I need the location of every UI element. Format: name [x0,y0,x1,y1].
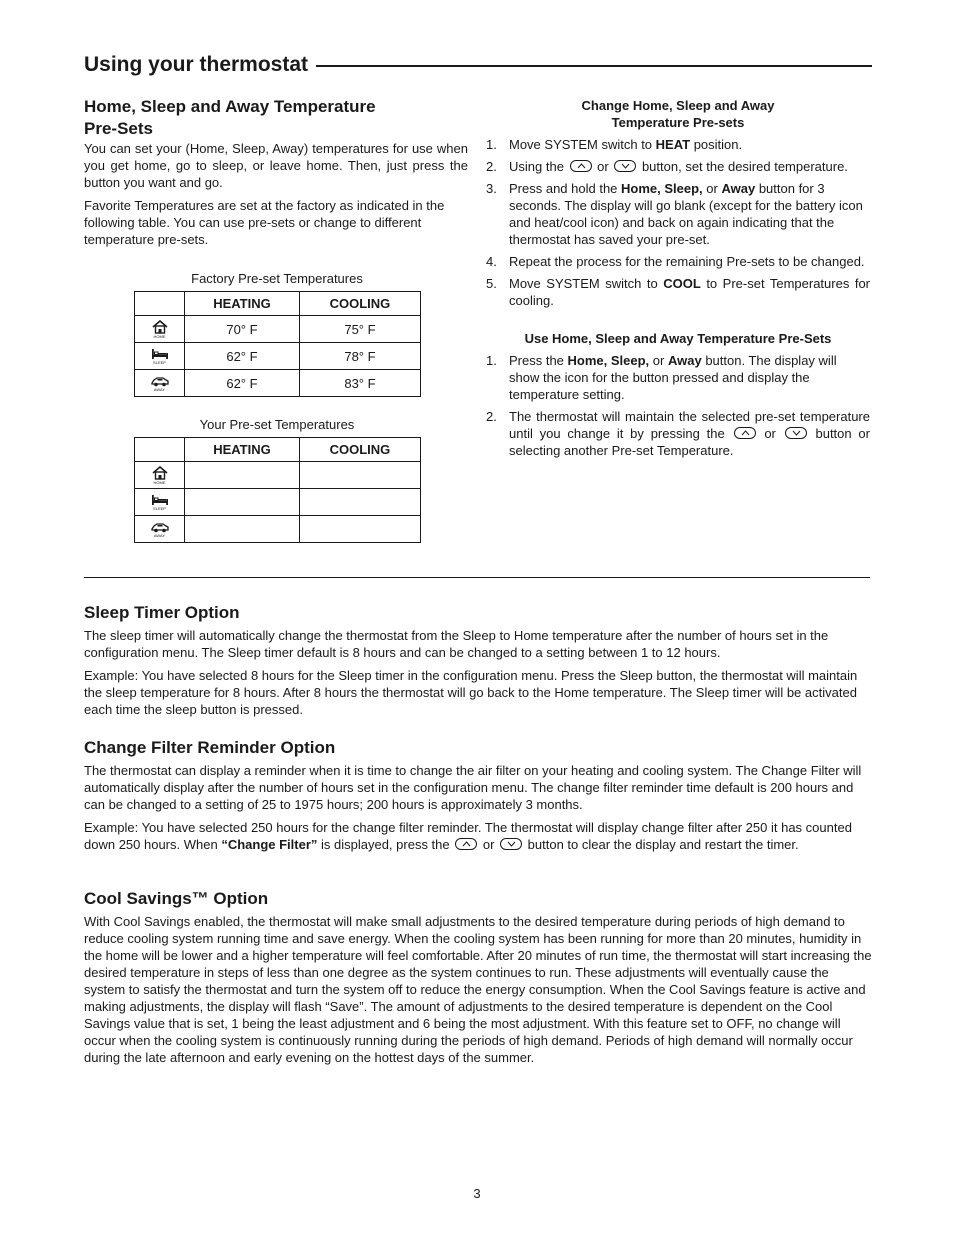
table-row [135,462,421,489]
filter-bold: “Change Filter” [221,837,318,852]
sleep-timer-para2: Example: You have selected 8 hours for the Sleep timer in the configuration menu. Press the Sleep button, the thermostat will maintain the sleep temperature for 8 hours. After 8 hours the thermostat will go back to the Home temperature. The Sleep timer will be activated each time the sleep button is pressed. [84,668,858,717]
page-title: Using your thermostat [84,53,309,76]
step-text: button or selecting another Pre-set Temperature. [509,426,870,458]
header-cooling: COOLING [299,292,420,316]
step-text: button. The display will show the icon for the button pressed and display the temperature setting. [509,353,837,402]
step-text: or [757,426,783,441]
filter-text: is displayed, press the [317,837,454,852]
filter-para1: The thermostat can display a reminder when it is time to change the air filter on your heating and cooling system. The Change Filter will automatically display after the number of hours set in the configuration menu. The change filter reminder time default is 200 hours and can be changed to a setting of 25 to 1975 hours; 200 hours is approximately 3 months. [84,763,862,812]
presets-para1: You can set your (Home, Sleep, Away) temperatures for use when you get home, go to sleep, or leave home. Then, just press the button you want and go. [84,141,468,190]
step-bold: Home, Sleep, [621,181,703,196]
page-number: 3 [473,1186,481,1201]
down-arrow-button-icon [500,838,522,850]
heating-value: 62° F [185,343,300,370]
step-text: Move SYSTEM switch to [509,137,656,152]
step-number: 5. [486,276,497,291]
home-icon [152,320,168,339]
icon-label: SLEEP [153,505,166,511]
heating-value-blank [185,516,300,543]
sleep-timer-heading: Sleep Timer Option [84,603,240,622]
filter-text: Example: You have selected 250 hours for the change filter reminder. The thermostat will display change filter after 250 it has counted down 250 hours. When [84,820,852,852]
use-presets-steps [486,352,870,459]
step-text: Move SYSTEM switch to [509,276,664,291]
cool-savings-heading: Cool Savings™ Option [84,889,269,908]
list-item [486,180,870,248]
step-bold: Away [667,353,702,368]
step-text: Press and hold the [509,181,622,196]
up-arrow-button-icon [455,838,477,850]
list-item [486,136,870,153]
filter-section [84,737,872,853]
table-row [135,516,421,543]
table-row [135,489,421,516]
presets-heading-line2: Pre-Sets [84,119,153,138]
step-text: button, set the desired temperature. [638,159,848,174]
change-presets-section [486,97,870,459]
list-item [486,275,870,309]
home-icon [152,466,168,485]
down-arrow-button-icon [614,160,636,172]
factory-table-caption: Factory Pre-set Temperatures [191,271,363,286]
sleep-icon [151,494,169,511]
table-corner-cell [135,292,185,316]
cooling-value-blank [299,489,420,516]
filter-text: or [479,837,499,852]
list-item [486,408,870,459]
icon-label: SLEEP [153,359,166,365]
icon-label: AWAY [153,386,166,392]
presets-heading-line1: Home, Sleep and Away Temperature [84,97,376,116]
list-item [486,158,870,175]
cool-savings-para: With Cool Savings enabled, the thermostat will make small adjustments to the desired temperature during periods of high demand to reduce cooling system running time and save energy. When the cooling system has been running for more than 20 minutes, humidity in the home will be lower and a higher temperature will feel comfortable. After 20 minutes of run time, the thermostat will start increasing the desired temperature in steps of less than one degree as the system continues to run. These adjustments will eventually cause the system to satisfy the thermostat and turn the system off to reduce the energy consumption. When the Cool Savings feature is active and making adjustments, the display will flash “Save”. The amount of adjustments to the desired temperature is dependent on the Cool Savings value that is set, 1 being the least adjustment and 6 being the most adjustment. With this feature set to OFF, no change will occur when the cooling system is continuously running during the periods of high demand. Periods of high demand will normally occur during the late afternoon and early evening on the hottest days of the summer. [84,914,872,1065]
step-bold: Home, Sleep, [567,353,650,368]
sleep-icon [151,348,169,365]
header-cooling: COOLING [299,438,420,462]
heating-value-blank [185,489,300,516]
change-presets-heading [486,97,870,131]
header-heating: HEATING [185,292,300,316]
step-text: The thermostat will maintain the selected pre-set temperature until you change it by pressing the [509,409,870,441]
cooling-value-blank [299,516,420,543]
step-text: Using the [509,159,568,174]
step-number: 3. [486,181,497,196]
presets-section [84,96,468,543]
step-text: button for 3 seconds. The display will go blank (except for the battery icon and heat/cool icon) and back on again indicating that the thermostat has saved your pre-set. [509,181,863,247]
icon-label: HOME [153,333,166,339]
filter-text: button to clear the display and restart the timer. [524,837,799,852]
away-icon [151,522,169,538]
sleep-timer-para1: The sleep timer will automatically change the thermostat from the Sleep to Home temperature after the number of hours set in the configuration menu. The Sleep timer default is 8 hours and can be changed to a setting between 1 to 12 hours. [84,628,829,660]
up-arrow-button-icon [570,160,592,172]
presets-heading [84,96,468,140]
cool-savings-section [84,888,872,1066]
cooling-value: 75° F [299,316,420,343]
table-header-row [135,292,421,316]
list-item [486,253,870,270]
up-arrow-button-icon [734,427,756,439]
step-number: 1. [486,353,497,368]
table-header-row [135,438,421,462]
filter-heading: Change Filter Reminder Option [84,738,336,757]
step-number: 2. [486,159,497,174]
change-presets-steps [486,136,870,309]
step-text: to Pre-set Temperatures for cooling. [509,276,871,308]
heating-value-blank [185,462,300,489]
table-row [135,343,421,370]
filter-para2 [84,819,872,853]
step-number: 4. [486,254,497,269]
section-divider [84,577,870,578]
presets-para2: Favorite Temperatures are set at the factory as indicated in the following table. You can use pre-sets or change to different temperature pre-sets. [84,198,445,247]
page-header [84,50,872,80]
table-corner-cell [135,438,185,462]
down-arrow-button-icon [785,427,807,439]
your-presets-table [134,437,421,543]
cooling-value: 78° F [299,343,420,370]
step-text: or [702,181,722,196]
cooling-value-blank [299,462,420,489]
step-bold: COOL [663,276,701,291]
icon-label: HOME [153,479,166,485]
step-bold: Away [721,181,756,196]
heating-value: 70° F [185,316,300,343]
your-table-caption: Your Pre-set Temperatures [199,417,355,432]
step-number: 2. [486,409,497,424]
table-row [135,370,421,397]
list-item [486,352,870,403]
step-text: or [649,353,668,368]
use-presets-heading: Use Home, Sleep and Away Temperature Pre-Sets [524,331,832,346]
step-number: 1. [486,137,497,152]
cooling-value: 83° F [299,370,420,397]
sleep-timer-section [84,602,872,718]
change-presets-heading-line1: Change Home, Sleep and Away [581,98,775,113]
header-heating: HEATING [185,438,300,462]
away-icon [151,376,169,392]
step-bold: HEAT [655,137,691,152]
step-text: Repeat the process for the remaining Pre-sets to be changed. [509,254,865,269]
change-presets-heading-line2: Temperature Pre-sets [611,115,745,130]
heating-value: 62° F [185,370,300,397]
step-text: Press the [509,353,568,368]
factory-table [134,291,421,397]
step-text: or [593,159,613,174]
step-text: position. [690,137,743,152]
title-rule [316,65,872,67]
table-row [135,316,421,343]
icon-label: AWAY [153,532,166,538]
